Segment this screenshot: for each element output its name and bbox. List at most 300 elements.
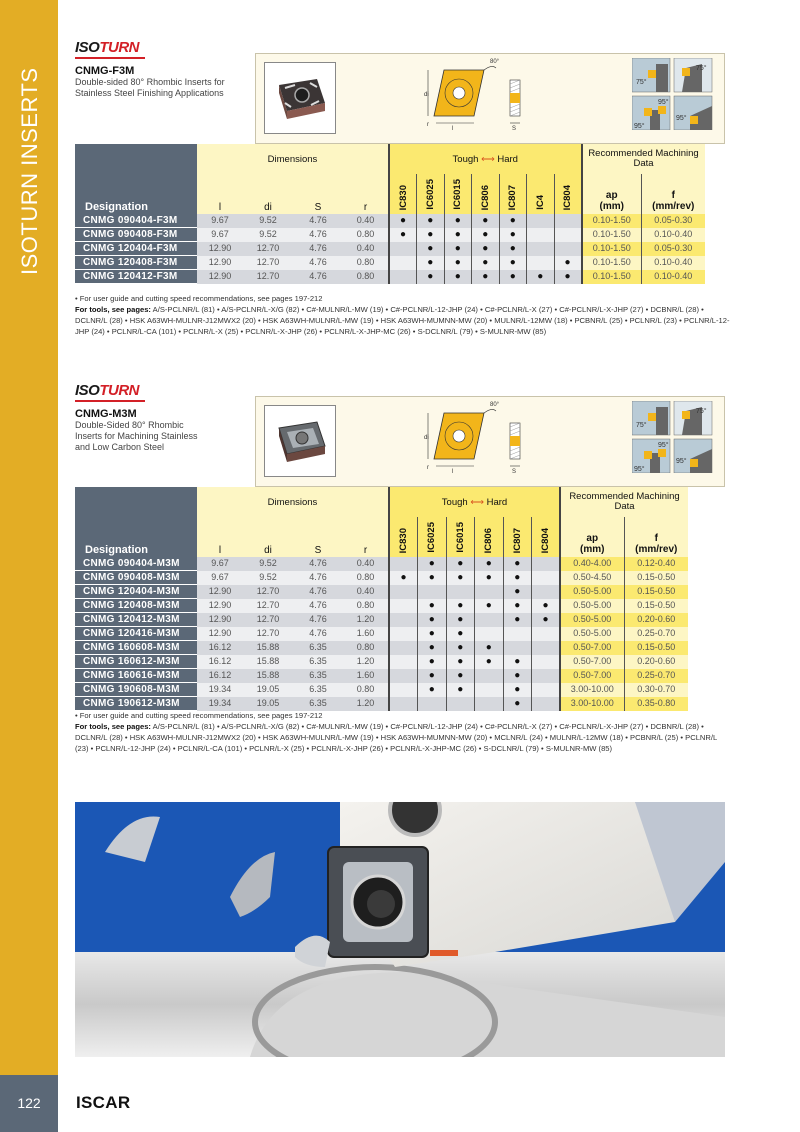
grade-label: IC807: [511, 527, 523, 553]
cell-r: 1.20: [343, 655, 389, 669]
cell-f: 0.05-0.30: [642, 214, 705, 228]
cell-l: 9.67: [197, 557, 243, 571]
header-dim-r: r: [343, 517, 389, 557]
header-grade: [417, 174, 445, 214]
svg-text:95°: 95°: [676, 458, 687, 465]
cell-designation: CNMG 090404-M3M: [75, 557, 197, 571]
ap-label: ap: [605, 190, 618, 201]
header-grade: [389, 517, 418, 557]
grade-label: IC6015: [452, 179, 464, 210]
cell-grade-availability: ●: [389, 228, 417, 242]
label-r: r: [427, 122, 429, 128]
side-section-title: ISOTURN INSERTS: [17, 67, 42, 275]
tools-text: A/S-PCLNR/L (81) • A/S-PCLNR/L-X/G (82) • C#-MULNR/L-MW (19) • C#-PCLNR/L-12-JHP (24) • C#-PCLNR/L-X (27) • C#-PCLNR/L-X-JHP (27) • DCBNR/L (28) • DCLNR/L (28) • HSK A63WH-MULNR-J12MWX2 (20) • HSK A63WH-MULNR/L-MW (19) • HSK A63WH-MUMNN-MW (20) • MULNR/L-12MW (18) • PCBNR/L (25) • PCLNR/L (23) • PCLNR/L-12-JHP (24) • PCLNR/L-CA (101) • PCLNR/L-X (25) • PCLNR/L-X-JHP (26) • PCLNR/L-X-JHP-MC (26) • S-DCLNR/L (79) • S-MULNR-MW (85): [75, 305, 730, 336]
cell-f: 0.15-0.50: [624, 641, 688, 655]
cell-designation: CNMG 120412-F3M: [75, 270, 197, 284]
cell-r: 0.80: [343, 641, 389, 655]
product-code: CNMG-M3M: [75, 408, 137, 420]
header-tough: Tough: [441, 496, 468, 508]
cell-grade-availability: [554, 242, 582, 256]
cell-ap: 0.50-5.00: [560, 613, 624, 627]
cell-r: 0.80: [343, 683, 389, 697]
f-label: f: [671, 190, 675, 201]
cell-l: 19.34: [197, 697, 243, 711]
cell-f: 0.15-0.50: [624, 599, 688, 613]
table-row: [75, 557, 688, 571]
header-grade: [389, 174, 417, 214]
cell-grade-availability: ●: [389, 214, 417, 228]
header-grade-group: [389, 144, 582, 174]
cell-grade-availability: [446, 697, 475, 711]
cell-grade-availability: ●: [472, 270, 500, 284]
cell-designation: CNMG 120416-M3M: [75, 627, 197, 641]
cell-grade-availability: [389, 697, 418, 711]
cell-di: 12.70: [243, 242, 293, 256]
cell-grade-availability: ●: [532, 599, 561, 613]
product-section-f3m: [75, 39, 730, 336]
cell-grade-availability: ●: [532, 613, 561, 627]
cell-grade-availability: [503, 641, 532, 655]
header-hard: Hard: [497, 153, 518, 165]
cell-s: 6.35: [293, 683, 343, 697]
header-grade: [446, 517, 475, 557]
table-row: [75, 697, 688, 711]
cell-di: 15.88: [243, 641, 293, 655]
cell-designation: CNMG 120408-F3M: [75, 256, 197, 270]
table-row: [75, 228, 705, 242]
header-dimensions: Dimensions: [197, 487, 389, 517]
header-grade: [503, 517, 532, 557]
cell-grade-availability: ●: [418, 557, 447, 571]
cell-s: 4.76: [293, 613, 343, 627]
header-f: [642, 174, 705, 214]
cell-grade-availability: ●: [554, 270, 582, 284]
logo-underline: [75, 400, 145, 402]
cell-grade-availability: ●: [446, 599, 475, 613]
label-r: r: [427, 465, 429, 471]
product-section-m3m: [75, 382, 730, 753]
cell-s: 4.76: [293, 242, 343, 256]
label-s: S: [512, 126, 517, 132]
cell-r: 1.60: [343, 627, 389, 641]
header-f: [624, 517, 688, 557]
label-angle: 80°: [490, 59, 500, 65]
cell-grade-availability: ●: [472, 228, 500, 242]
cell-grade-availability: ●: [446, 655, 475, 669]
cell-l: 12.90: [197, 627, 243, 641]
header-grade: [475, 517, 504, 557]
cell-grade-availability: ●: [527, 270, 555, 284]
cell-s: 4.76: [293, 256, 343, 270]
cell-grade-availability: [532, 655, 561, 669]
cell-grade-availability: ●: [475, 641, 504, 655]
cell-f: 0.20-0.60: [624, 655, 688, 669]
cell-grade-availability: [554, 228, 582, 242]
svg-text:95°: 95°: [658, 442, 669, 449]
grade-label: IC806: [479, 184, 491, 210]
cell-r: 1.20: [343, 613, 389, 627]
cell-grade-availability: [532, 585, 561, 599]
tough-hard-arrow-icon: ⟷: [481, 153, 495, 165]
product-description: Double-sided 80° Rhombic Inserts for Stainless Steel Finishing Applications: [75, 77, 225, 98]
cell-grade-availability: ●: [418, 669, 447, 683]
insert-m3m-icon: [265, 406, 335, 476]
cell-l: 16.12: [197, 669, 243, 683]
label-s: S: [512, 469, 517, 475]
cell-grade-availability: [527, 242, 555, 256]
cell-ap: 0.50-5.00: [560, 585, 624, 599]
cell-grade-availability: [527, 228, 555, 242]
cell-grade-availability: ●: [475, 557, 504, 571]
insert-photo: [264, 405, 336, 477]
cell-grade-availability: [389, 641, 418, 655]
cell-r: 1.20: [343, 697, 389, 711]
cell-grade-availability: ●: [444, 242, 472, 256]
cell-grade-availability: ●: [446, 683, 475, 697]
cell-grade-availability: ●: [499, 256, 527, 270]
table-row: [75, 256, 705, 270]
f-unit: (mm/rev): [652, 201, 695, 212]
header-grade: [472, 174, 500, 214]
cell-grade-availability: ●: [417, 242, 445, 256]
cell-grade-availability: [389, 557, 418, 571]
cell-grade-availability: [389, 599, 418, 613]
cell-l: 12.90: [197, 256, 243, 270]
table-row: [75, 270, 705, 284]
cell-grade-availability: ●: [418, 683, 447, 697]
cell-grade-availability: ●: [475, 599, 504, 613]
header-grade: [499, 174, 527, 214]
cell-l: 16.12: [197, 655, 243, 669]
cell-ap: 0.50-5.00: [560, 627, 624, 641]
cell-grade-availability: ●: [499, 242, 527, 256]
application-icons: [632, 58, 714, 135]
product-description: Double-Sided 80° Rhombic Inserts for Machining Stainless and Low Carbon Steel: [75, 420, 198, 452]
cell-ap: 0.50-5.00: [560, 599, 624, 613]
cell-grade-availability: ●: [444, 228, 472, 242]
cell-grade-availability: ●: [503, 697, 532, 711]
cell-l: 12.90: [197, 242, 243, 256]
cell-grade-availability: ●: [418, 571, 447, 585]
cell-grade-availability: ●: [418, 641, 447, 655]
cell-l: 16.12: [197, 641, 243, 655]
cell-grade-availability: ●: [499, 214, 527, 228]
cell-grade-availability: [389, 242, 417, 256]
cell-di: 9.52: [243, 214, 293, 228]
cell-di: 15.88: [243, 655, 293, 669]
cell-grade-availability: ●: [446, 613, 475, 627]
grade-label: IC4: [534, 195, 546, 210]
cell-di: 9.52: [243, 571, 293, 585]
header-grade: [554, 174, 582, 214]
cell-s: 6.35: [293, 641, 343, 655]
insert-dimension-diagram: [424, 399, 544, 482]
cell-grade-availability: ●: [446, 627, 475, 641]
label-angle: 80°: [490, 402, 500, 408]
cell-grade-availability: [389, 669, 418, 683]
cell-r: 0.40: [343, 585, 389, 599]
cell-di: 12.70: [243, 627, 293, 641]
cell-grade-availability: [389, 613, 418, 627]
header-dimensions: Dimensions: [197, 144, 389, 174]
cell-grade-availability: ●: [417, 214, 445, 228]
cell-di: 19.05: [243, 683, 293, 697]
cell-grade-availability: [475, 627, 504, 641]
grade-label: IC804: [562, 184, 573, 210]
grade-label: IC6015: [454, 522, 466, 553]
header-designation: Designation: [75, 144, 197, 214]
cell-designation: CNMG 120412-M3M: [75, 613, 197, 627]
spec-table-f3m: [75, 144, 705, 284]
image-panel: [255, 53, 725, 144]
cell-s: 4.76: [293, 599, 343, 613]
cell-grade-availability: [389, 655, 418, 669]
isoturn-logo: ISOTURN: [75, 382, 140, 399]
f-unit: (mm/rev): [635, 544, 678, 555]
grade-label: IC806: [483, 527, 495, 553]
svg-text:95°: 95°: [676, 115, 687, 122]
cell-designation: CNMG 160608-M3M: [75, 641, 197, 655]
header-ap: [560, 517, 624, 557]
cell-di: 9.52: [243, 557, 293, 571]
header-grade: [532, 517, 561, 557]
cell-di: 12.70: [243, 270, 293, 284]
cell-f: 0.10-0.40: [642, 228, 705, 242]
header-recommended: Recommended Machining Data: [582, 144, 705, 174]
cell-grade-availability: [532, 641, 561, 655]
cell-f: 0.20-0.60: [624, 613, 688, 627]
f-label: f: [654, 533, 658, 544]
cell-grade-availability: [532, 627, 561, 641]
cell-grade-availability: ●: [446, 669, 475, 683]
insert-photo: [264, 62, 336, 134]
cell-grade-availability: ●: [503, 669, 532, 683]
cell-grade-availability: ●: [418, 627, 447, 641]
cell-designation: CNMG 090408-F3M: [75, 228, 197, 242]
cell-grade-availability: ●: [503, 571, 532, 585]
cell-f: 0.25-0.70: [624, 627, 688, 641]
header-dim-di: di: [243, 174, 293, 214]
application-icons: [632, 401, 714, 478]
table-row: [75, 242, 705, 256]
ap-unit: (mm): [580, 544, 605, 555]
image-panel: [255, 396, 725, 487]
cell-r: 1.60: [343, 669, 389, 683]
table-row: [75, 655, 688, 669]
cell-s: 4.76: [293, 270, 343, 284]
machining-photo: [75, 802, 725, 1057]
cell-r: 0.80: [343, 256, 389, 270]
cell-r: 0.80: [343, 599, 389, 613]
cell-ap: 0.50-7.00: [560, 655, 624, 669]
cell-r: 0.40: [343, 242, 389, 256]
header-tough: Tough: [452, 153, 479, 165]
cell-designation: CNMG 160616-M3M: [75, 669, 197, 683]
insert-dimension-diagram: [424, 56, 544, 139]
cell-ap: 0.10-1.50: [582, 228, 642, 242]
cell-l: 19.34: [197, 683, 243, 697]
cell-r: 0.80: [343, 228, 389, 242]
header-dim-s: S: [293, 517, 343, 557]
grade-label: IC830: [397, 184, 409, 210]
ap-label: ap: [586, 533, 599, 544]
cell-grade-availability: ●: [472, 214, 500, 228]
ap-unit: (mm): [599, 201, 624, 212]
cell-f: 0.15-0.50: [624, 571, 688, 585]
page-number: 122: [17, 1095, 41, 1111]
cell-grade-availability: [389, 627, 418, 641]
tools-text: A/S-PCLNR/L (81) • A/S-PCLNR/L-X/G (82) • C#-MULNR/L-MW (19) • C#-PCLNR/L-12-JHP (24) • C#-PCLNR/L-X (27) • C#-PCLNR/L-X-JHP (27) • DCBNR/L (28) • DCLNR/L (28) • HSK A63WH-MULNR-J12MWX2 (20) • HSK A63WH-MULNR/L-MW (19) • HSK A63WH-MUMNN-MW (20) • MCLNR/L (24) • MULNR/L-12MW (18) • PCBNR/L (25) • PCLNR/L (23) • PCLNR/L-12-JHP (24) • PCLNR/L-CA (101) • PCLNR/L-X (25) • PCLNR/L-X-JHP (26) • PCLNR/L-X-JHP-MC (26) • S-DCLNR/L (79) • S-MULNR-MW (85): [75, 722, 717, 753]
table-row: [75, 214, 705, 228]
cell-ap: 0.40-4.00: [560, 557, 624, 571]
header-recommended: Recommended Machining Data: [560, 487, 688, 517]
cell-grade-availability: ●: [503, 557, 532, 571]
cell-l: 12.90: [197, 613, 243, 627]
table-row: [75, 669, 688, 683]
header-dim-di: di: [243, 517, 293, 557]
header-grade: [444, 174, 472, 214]
grade-label: IC6025: [426, 522, 438, 553]
cell-r: 0.40: [343, 214, 389, 228]
cell-r: 0.80: [343, 270, 389, 284]
svg-text:75°: 75°: [636, 79, 647, 86]
table-row: [75, 585, 688, 599]
cell-s: 4.76: [293, 627, 343, 641]
cell-l: 12.90: [197, 270, 243, 284]
cell-grade-availability: ●: [444, 214, 472, 228]
cell-r: 0.40: [343, 557, 389, 571]
cell-grade-availability: ●: [444, 256, 472, 270]
cell-grade-availability: ●: [444, 270, 472, 284]
cell-s: 4.76: [293, 557, 343, 571]
svg-text:75°: 75°: [696, 65, 707, 72]
tools-label: For tools, see pages:: [75, 722, 151, 731]
cell-designation: CNMG 160612-M3M: [75, 655, 197, 669]
cell-f: 0.10-0.40: [642, 256, 705, 270]
header-grade: [418, 517, 447, 557]
cell-grade-availability: ●: [418, 599, 447, 613]
cell-di: 12.70: [243, 613, 293, 627]
cell-f: 0.30-0.70: [624, 683, 688, 697]
cell-l: 12.90: [197, 585, 243, 599]
cell-grade-availability: ●: [503, 613, 532, 627]
cell-grade-availability: ●: [417, 228, 445, 242]
cell-grade-availability: ●: [417, 256, 445, 270]
cell-grade-availability: [389, 585, 418, 599]
label-di: di: [424, 435, 429, 441]
cell-s: 6.35: [293, 697, 343, 711]
cell-grade-availability: ●: [503, 683, 532, 697]
svg-text:95°: 95°: [658, 99, 669, 106]
footer-brand: ISCAR: [76, 1093, 131, 1112]
cell-designation: CNMG 120404-F3M: [75, 242, 197, 256]
header-grade-group: [389, 487, 560, 517]
cell-grade-availability: [532, 683, 561, 697]
grade-label: IC830: [398, 527, 409, 553]
grade-label: IC804: [540, 527, 551, 553]
cell-grade-availability: ●: [475, 655, 504, 669]
header-designation: Designation: [75, 487, 197, 557]
cell-ap: 0.10-1.50: [582, 256, 642, 270]
cell-f: 0.25-0.70: [624, 669, 688, 683]
cell-grade-availability: [532, 557, 561, 571]
note-user-guide: • For user guide and cutting speed recommendations, see pages 197-212: [75, 711, 323, 720]
table-row: [75, 571, 688, 585]
cell-l: 9.67: [197, 214, 243, 228]
cell-s: 4.76: [293, 228, 343, 242]
cell-l: 12.90: [197, 599, 243, 613]
cell-grade-availability: [527, 214, 555, 228]
table-row: [75, 627, 688, 641]
grade-label: IC807: [507, 184, 519, 210]
cell-ap: 0.10-1.50: [582, 214, 642, 228]
header-dim-r: r: [343, 174, 389, 214]
cell-grade-availability: [503, 627, 532, 641]
svg-text:95°: 95°: [634, 466, 645, 473]
header-ap: [582, 174, 642, 214]
cell-l: 9.67: [197, 228, 243, 242]
spec-table-m3m: [75, 487, 688, 711]
tools-list: [75, 304, 730, 337]
cell-grade-availability: [527, 256, 555, 270]
table-row: [75, 683, 688, 697]
cell-designation: CNMG 120404-M3M: [75, 585, 197, 599]
cell-di: 19.05: [243, 697, 293, 711]
cell-s: 6.35: [293, 669, 343, 683]
cell-grade-availability: [418, 585, 447, 599]
cell-designation: CNMG 190612-M3M: [75, 697, 197, 711]
cell-grade-availability: ●: [417, 270, 445, 284]
notes-m3m: [75, 710, 730, 754]
cell-f: 0.15-0.50: [624, 585, 688, 599]
cell-grade-availability: ●: [472, 256, 500, 270]
cell-ap: 0.50-7.00: [560, 641, 624, 655]
product-code: CNMG-F3M: [75, 65, 135, 77]
header-dim-l: l: [197, 174, 243, 214]
tools-list: [75, 721, 730, 754]
cell-designation: CNMG 120408-M3M: [75, 599, 197, 613]
cell-grade-availability: [532, 571, 561, 585]
cell-designation: CNMG 090408-M3M: [75, 571, 197, 585]
cell-grade-availability: [475, 697, 504, 711]
isoturn-logo: ISOTURN: [75, 39, 140, 56]
cell-grade-availability: ●: [446, 641, 475, 655]
note-user-guide: • For user guide and cutting speed recommendations, see pages 197-212: [75, 294, 323, 303]
svg-text:75°: 75°: [636, 422, 647, 429]
cell-grade-availability: [446, 585, 475, 599]
cell-s: 4.76: [293, 585, 343, 599]
label-di: di: [424, 92, 429, 98]
cell-ap: 0.10-1.50: [582, 242, 642, 256]
cell-grade-availability: [475, 669, 504, 683]
cell-grade-availability: ●: [499, 270, 527, 284]
cell-ap: 0.50-7.00: [560, 669, 624, 683]
cell-ap: 3.00-10.00: [560, 697, 624, 711]
cell-grade-availability: [475, 585, 504, 599]
cell-l: 9.67: [197, 571, 243, 585]
cell-designation: CNMG 090404-F3M: [75, 214, 197, 228]
cell-grade-availability: ●: [472, 242, 500, 256]
table-row: [75, 613, 688, 627]
svg-text:75°: 75°: [696, 408, 707, 415]
cell-grade-availability: ●: [503, 599, 532, 613]
header-dim-l: l: [197, 517, 243, 557]
header-hard: Hard: [486, 496, 508, 508]
cell-di: 12.70: [243, 599, 293, 613]
cell-f: 0.10-0.40: [642, 270, 705, 284]
cell-ap: 0.10-1.50: [582, 270, 642, 284]
cell-grade-availability: [475, 683, 504, 697]
